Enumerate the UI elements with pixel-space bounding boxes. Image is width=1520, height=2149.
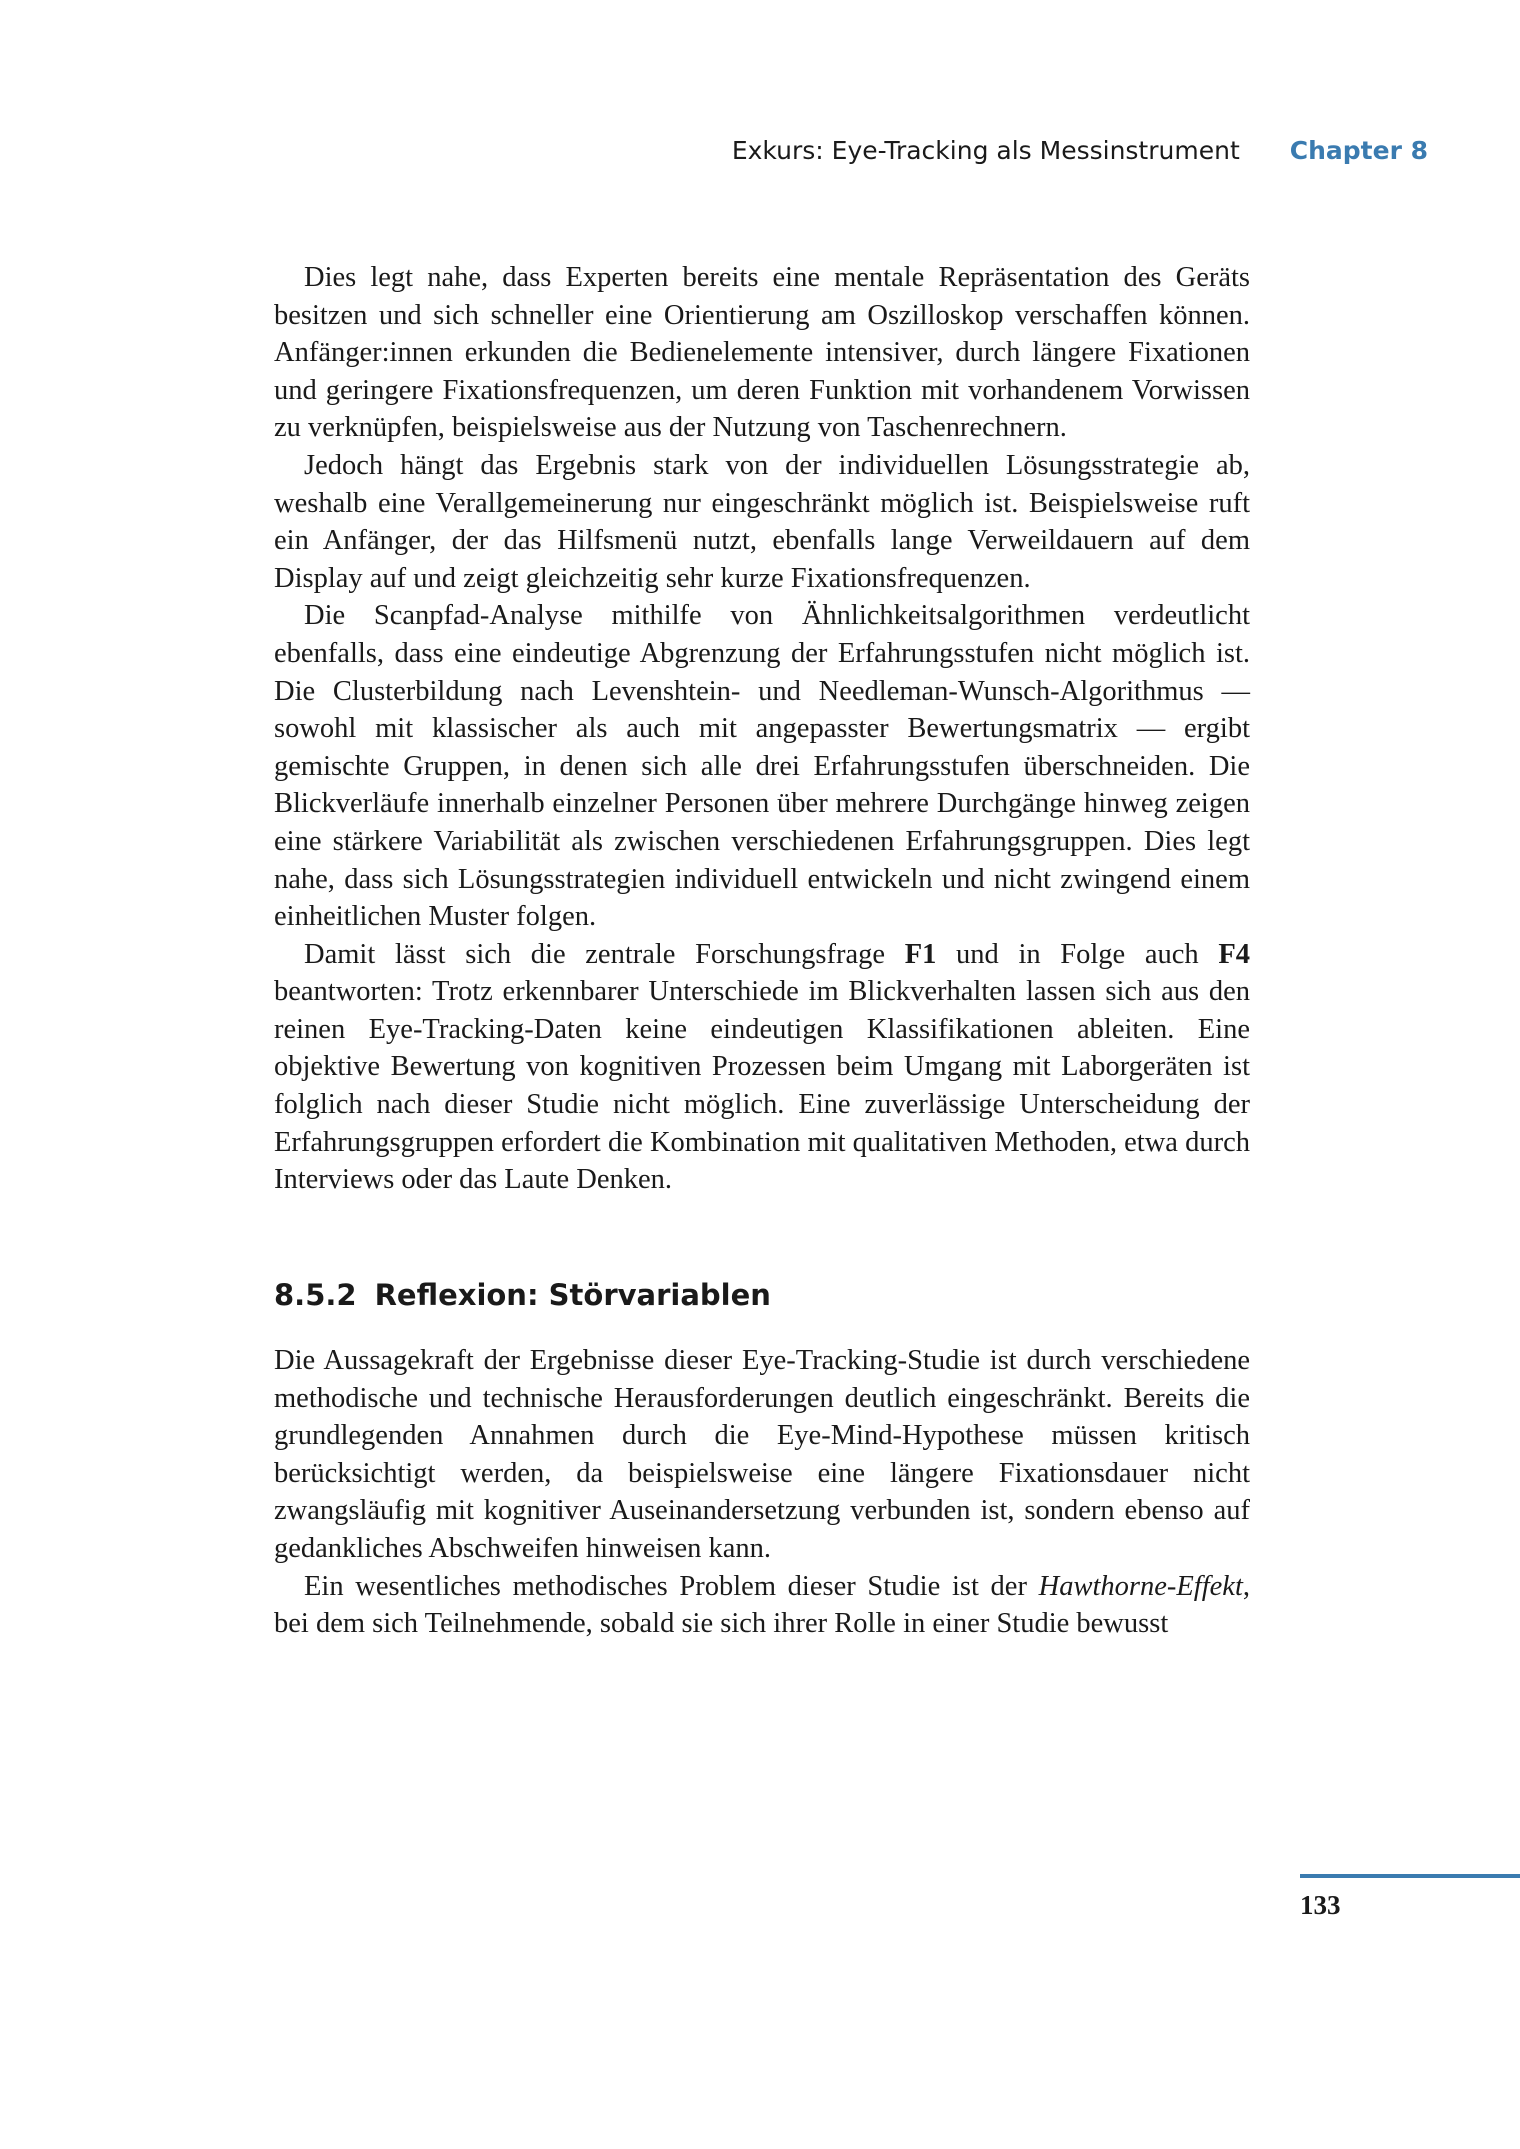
paragraph-scanpath-analysis: Die Scanpfad-Analyse mithilfe von Ähnlichkeitsalgorithmen verdeutlicht ebenfalls, dass eine eindeutige Abgrenzung der Erfahrungsstufen nicht möglich ist. Die Clusterbildung nach Levenshtein- und Needleman-Wunsch-Algorithmus — sowohl mit klassischer als auch mit angepasster Bewertungsmatrix — ergibt gemischte Gruppen, in denen sich alle drei Erfahrungsstufen überschneiden. Die Blickverläufe innerhalb einzelner Personen über mehrere Durchgänge hinweg zeigen eine stärkere Variabilität als zwischen verschiedenen Erfahrungsgruppen. Dies legt nahe, dass sich Lösungsstrategien individuell entwickeln und nicht zwingend einem einheitlichen Muster folgen. (274, 600, 1250, 933)
rq-text-2: und in Folge auch (936, 938, 1219, 970)
paragraph-solution-strategy: Jedoch hängt das Ergebnis stark von der individuellen Lösungsstrategie ab, weshalb eine Verallgemeinerung nur eingeschränkt möglich ist. Beispielsweise ruft ein Anfänger, der das Hilfsmenü nutzt, ebenfalls lange Verweildauern auf dem Display auf und zeigt gleichzeitig sehr kurze Fixationsfrequenzen. (274, 449, 1250, 594)
section-number: 8.5.2 (274, 1278, 357, 1312)
chapter-label: Chapter 8 (1289, 136, 1428, 165)
hawthorne-text-2: , bei dem sich Teilnehmende, sobald sie sich ihrer Rolle in einer Studie bewusst (274, 1570, 1250, 1640)
rq-text-1: Damit lässt sich die zentrale Forschungsfrage (304, 938, 905, 970)
paragraph-limitations: Die Aussagekraft der Ergebnisse dieser Eye-Tracking-Studie ist durch verschiedene methodische und technische Herausforderungen deutlich eingeschränkt. Bereits die grundlegenden Annahmen durch die Eye-Mind-Hypothese müssen kritisch berücksichtigt werden, da beispielsweise eine längere Fixationsdauer nicht zwangsläufig mit kognitiver Auseinandersetzung verbunden ist, sondern ebenso auf gedankliches Abschweifen hinweisen kann. (274, 1345, 1250, 1564)
section-body-text (274, 1342, 1250, 1643)
research-question-f4: F4 (1218, 938, 1250, 970)
running-header-title: Exkurs: Eye-Tracking als Messinstrument (731, 136, 1240, 165)
section-heading (274, 1278, 1250, 1312)
rq-text-3: beantworten: Trotz erkennbarer Unterschiede im Blickverhalten lassen sich aus den reinen Eye-Tracking-Daten keine eindeutigen Klassifikationen ableiten. Eine objektive Bewertung von kognitiven Prozessen beim Umgang mit Laborgeräten ist folglich nach dieser Studie nicht möglich. Eine zuverlässige Unterscheidung der Erfahrungsgruppen erfordert die Kombination mit qualitativen Methoden, etwa durch Interviews oder das Laute Denken. (274, 976, 1250, 1196)
section-title: Reflexion: Störvariablen (374, 1278, 771, 1312)
running-header (0, 136, 1428, 165)
page-number: 133 (1300, 1890, 1341, 1920)
footer-rule (1300, 1874, 1520, 1878)
hawthorne-text-1: Ein wesentliches methodisches Problem dieser Studie ist der (304, 1570, 1039, 1602)
hawthorne-term: Hawthorne-Effekt (1038, 1570, 1243, 1602)
body-text (274, 259, 1250, 1199)
paragraph-hawthorne (274, 1568, 1250, 1643)
research-question-f1: F1 (904, 938, 937, 970)
paragraph-expert-representation: Dies legt nahe, dass Experten bereits eine mentale Repräsentation des Geräts besitzen und sich schneller eine Orientierung am Oszilloskop verschaffen können. Anfänger:innen erkunden die Bedienelemente intensiver, durch längere Fixationen und geringere Fixationsfrequenzen, um deren Funktion mit vorhandenem Vorwissen zu verknüpfen, beispielsweise aus der Nutzung von Taschenrechnern. (274, 262, 1250, 444)
paragraph-research-question (274, 936, 1250, 1199)
